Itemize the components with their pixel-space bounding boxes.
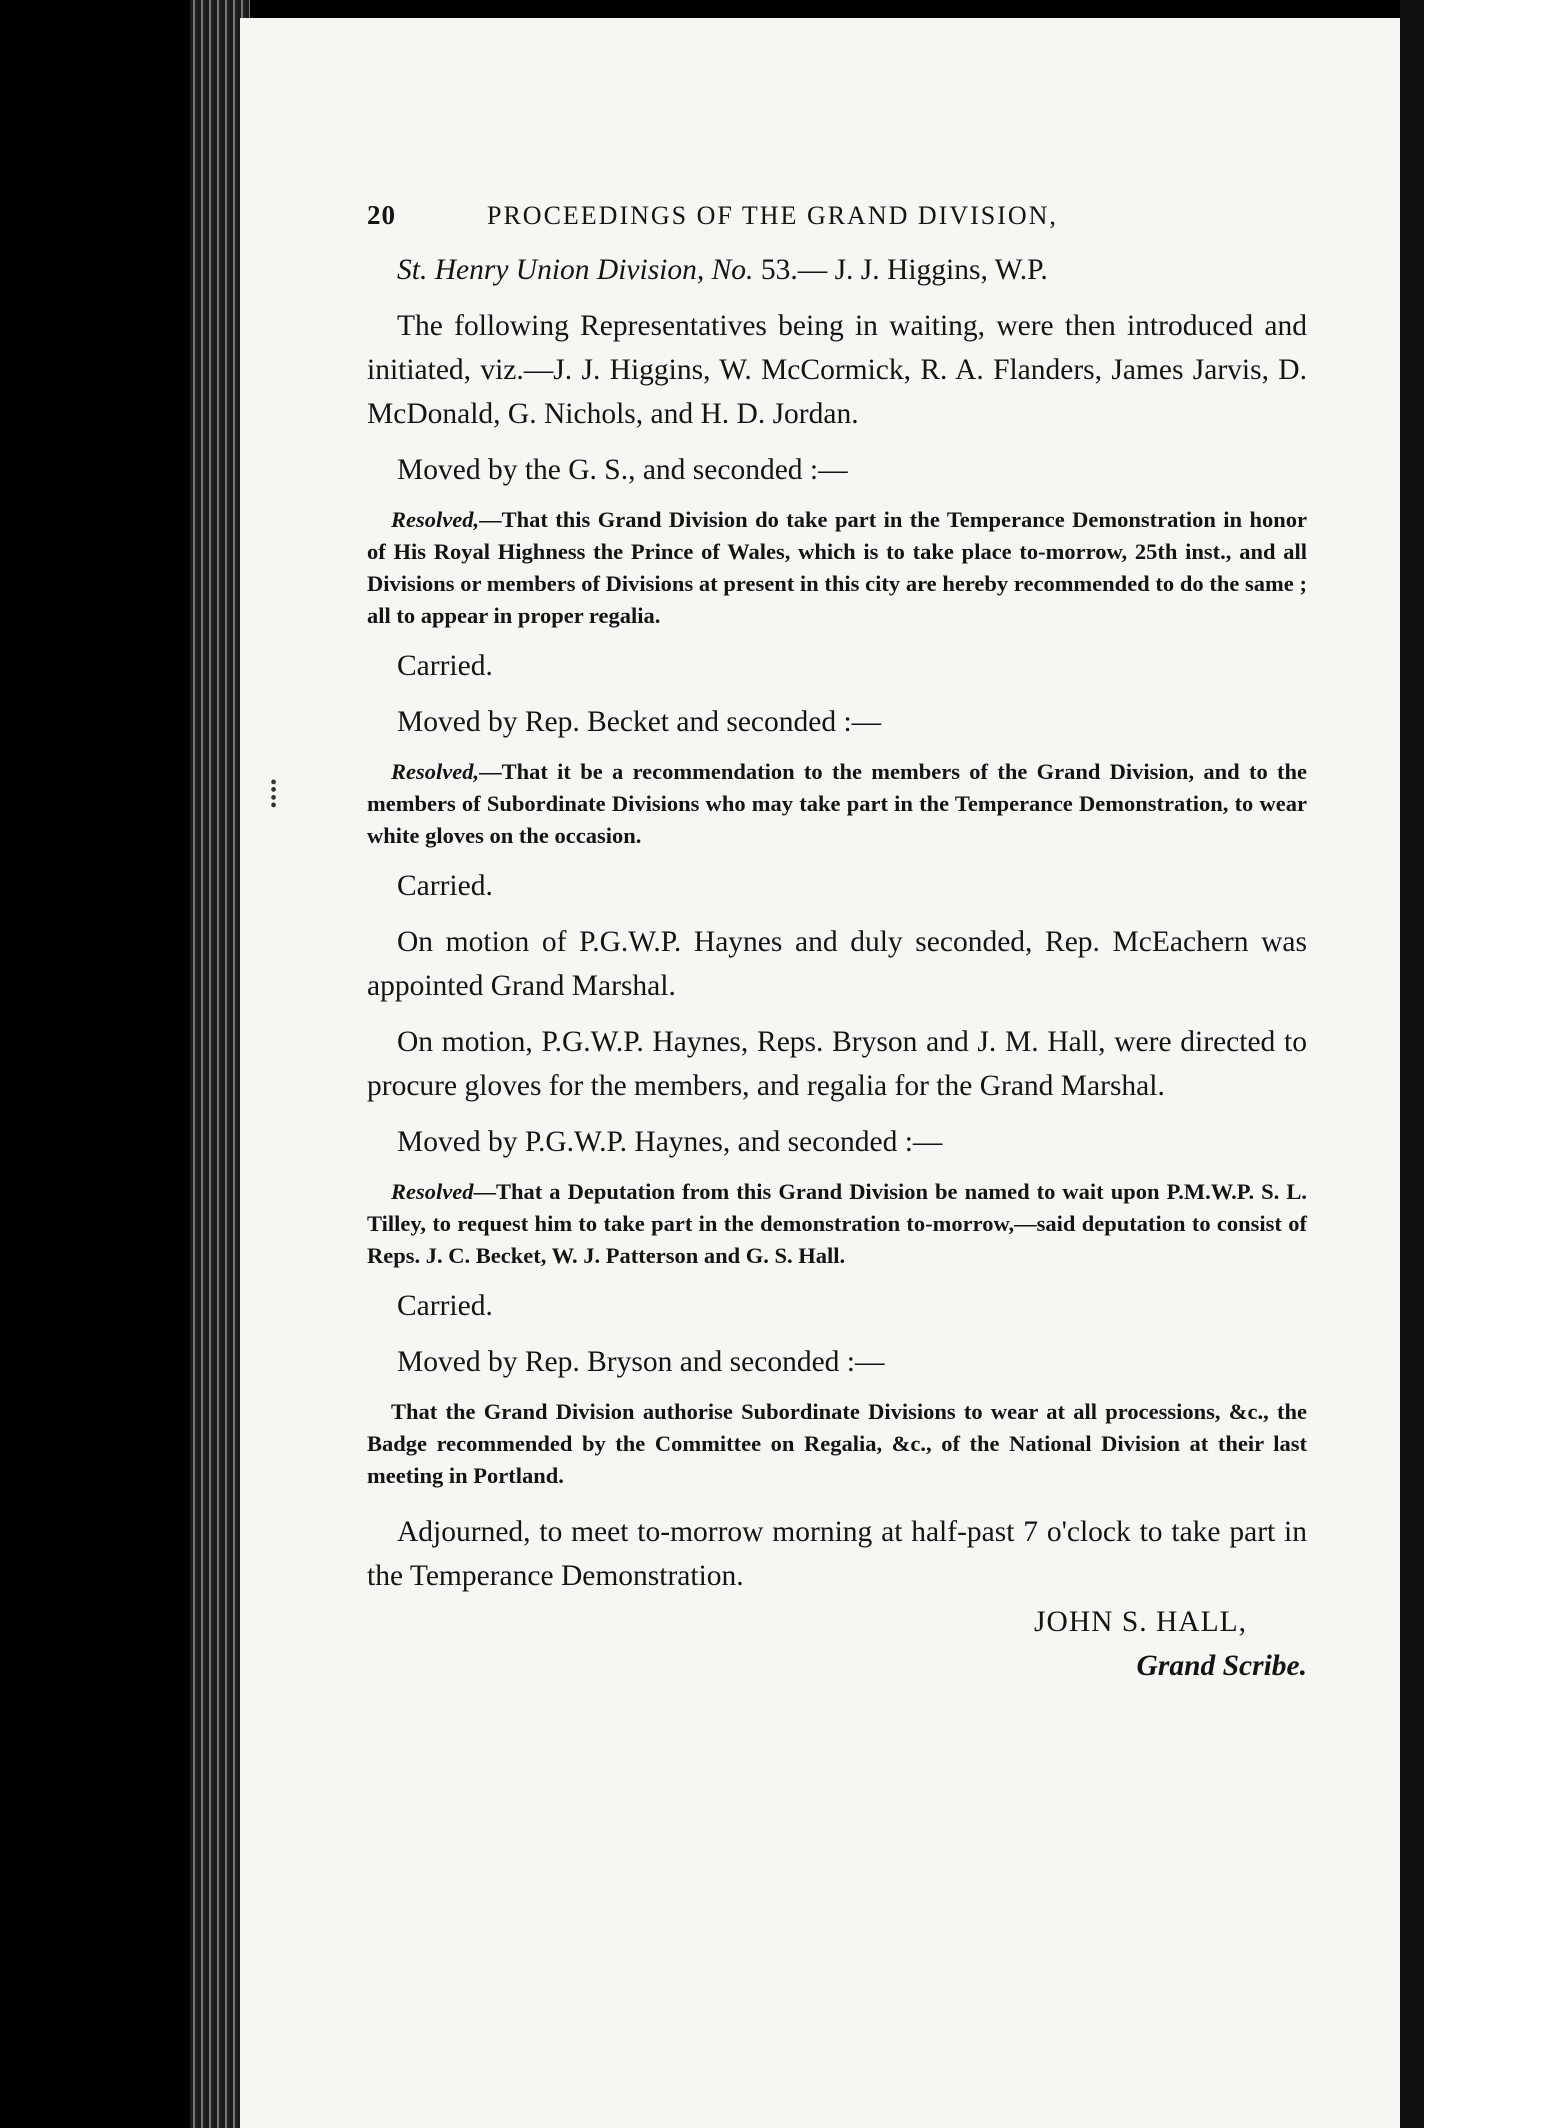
adjournment: Adjourned, to meet to-morrow morning at half-past 7 o'clock to take part in the Temperance Demonstration.: [367, 1516, 1307, 1592]
signatory-name: JOHN S. HALL,: [1034, 1606, 1247, 1638]
carried-3: Carried.: [397, 1290, 493, 1322]
motion-bryson: Moved by Rep. Bryson and seconded :—: [397, 1346, 885, 1378]
running-title: PROCEEDINGS OF THE GRAND DIVISION,: [487, 201, 1058, 230]
motion-gs: Moved by the G. S., and seconded :—: [397, 454, 848, 486]
signatory-role: Grand Scribe.: [1136, 1650, 1307, 1682]
resolution-badge: That the Grand Division authorise Subordinate Divisions to wear at all processions, &c., the Badge recommended by the Committee on Regalia, &c., of the National Division at their last meeting in Portland.: [367, 1399, 1307, 1488]
gutter-shadow: [1400, 0, 1424, 2128]
division-entry: [367, 248, 1307, 292]
carried-1: Carried.: [397, 650, 493, 682]
motion-haynes: Moved by P.G.W.P. Haynes, and seconded :—: [397, 1126, 943, 1158]
resolution-demonstration: Resolved,—That this Grand Division do take part in the Temperance Demonstration in honor of His Royal Highness the Prince of Wales, which is to take place to-morrow, 25th inst., and all Divisions or members of Divisions at present in this city are hereby recommended to do the same ; all to appear in proper regalia.: [367, 507, 1307, 628]
running-header: [367, 200, 1307, 248]
division-name: St. Henry Union Division, No.: [397, 254, 754, 286]
motion-becket: Moved by Rep. Becket and seconded :—: [397, 706, 882, 738]
motion-gloves-procure: On motion, P.G.W.P. Haynes, Reps. Bryson and J. M. Hall, were directed to procure gloves for the members, and regalia for the Grand Marshal.: [367, 1026, 1307, 1102]
resolution-gloves: Resolved,—That it be a recommendation to the members of the Grand Division, and to the members of Subordinate Divisions who may take part in the Temperance Demonstration, to wear white gloves on the occasion.: [367, 759, 1307, 848]
carried-2: Carried.: [397, 870, 493, 902]
motion-marshal: On motion of P.G.W.P. Haynes and duly seconded, Rep. McEachern was appointed Grand Marshal.: [367, 926, 1307, 1002]
page-number: 20: [367, 200, 396, 230]
division-rest: 53.— J. J. Higgins, W.P.: [753, 254, 1048, 286]
signature-block: [367, 1600, 1307, 1688]
resolution-deputation: Resolved—That a Deputation from this Grand Division be named to wait upon P.M.W.P. S. L. Tilley, to request him to take part in the demonstration to-morrow,—said deputation to consist of Reps. J. C. Becket, W. J. Patterson and G. S. Hall.: [367, 1179, 1307, 1268]
margin-mark: ⁞: [268, 771, 280, 816]
representatives-paragraph: The following Representatives being in waiting, were then introduced and initiated, viz.—J. J. Higgins, W. McCormick, R. A. Flanders, James Jarvis, D. McDonald, G. Nichols, and H. D. Jordan.: [367, 310, 1307, 430]
page-content: [367, 200, 1307, 1688]
facing-page-strip: [1400, 0, 1568, 2128]
